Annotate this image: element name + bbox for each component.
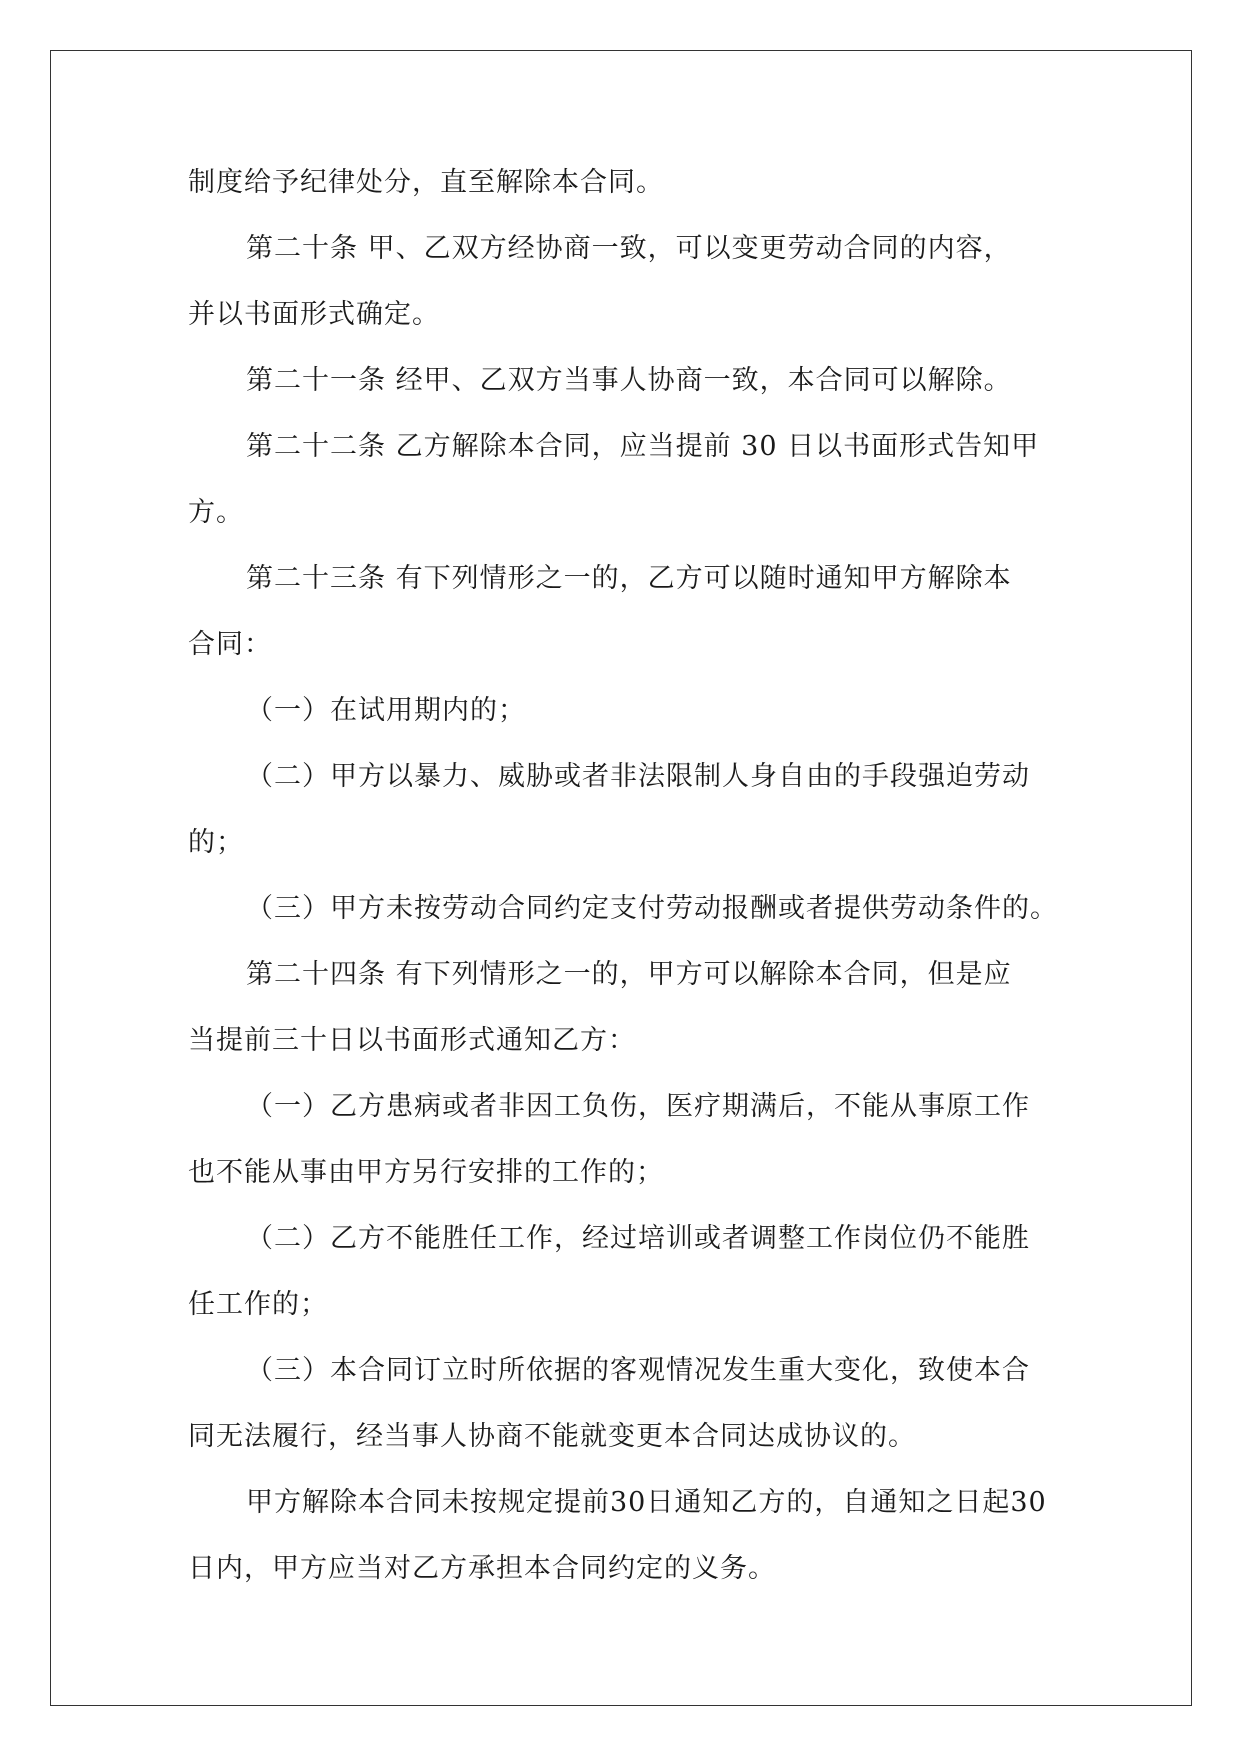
article-23-item-3: （三）甲方未按劳动合同约定支付劳动报酬或者提供劳动条件的。 — [246, 893, 1058, 924]
article-20: 第二十条 甲、乙双方经协商一致，可以变更劳动合同的内容， — [246, 233, 1012, 264]
article-24-item-3: （三）本合同订立时所依据的客观情况发生重大变化，致使本合 — [246, 1355, 1030, 1386]
document-body — [188, 150, 1068, 1602]
article-23: 第二十三条 有下列情形之一的，乙方可以随时通知甲方解除本 — [246, 563, 1012, 594]
text-line: 并以书面形式确定。 — [188, 299, 440, 330]
text-line: 也不能从事由甲方另行安排的工作的； — [188, 1157, 664, 1188]
text-line: 任工作的； — [188, 1289, 328, 1320]
text-line: 合同： — [188, 629, 272, 660]
article-24-item-1: （一）乙方患病或者非因工负伤，医疗期满后，不能从事原工作 — [246, 1091, 1030, 1122]
text-line: 方。 — [188, 497, 244, 528]
text-line: 日内，甲方应当对乙方承担本合同约定的义务。 — [188, 1553, 776, 1584]
article-23-item-1: （一）在试用期内的； — [246, 695, 526, 726]
article-23-item-2: （二）甲方以暴力、威胁或者非法限制人身自由的手段强迫劳动 — [246, 761, 1030, 792]
text-line: 当提前三十日以书面形式通知乙方： — [188, 1025, 636, 1056]
text-line: 的； — [188, 827, 244, 858]
article-24: 第二十四条 有下列情形之一的，甲方可以解除本合同，但是应 — [246, 959, 1012, 990]
closing-paragraph: 甲方解除本合同未按规定提前30日通知乙方的，自通知之日起30 — [246, 1487, 1047, 1518]
text-line: 制度给予纪律处分，直至解除本合同。 — [188, 167, 664, 198]
text-line: 同无法履行，经当事人协商不能就变更本合同达成协议的。 — [188, 1421, 916, 1452]
article-21: 第二十一条 经甲、乙双方当事人协商一致，本合同可以解除。 — [246, 365, 1012, 396]
article-24-item-2: （二）乙方不能胜任工作，经过培训或者调整工作岗位仍不能胜 — [246, 1223, 1030, 1254]
article-22: 第二十二条 乙方解除本合同，应当提前 30 日以书面形式告知甲 — [246, 431, 1040, 462]
